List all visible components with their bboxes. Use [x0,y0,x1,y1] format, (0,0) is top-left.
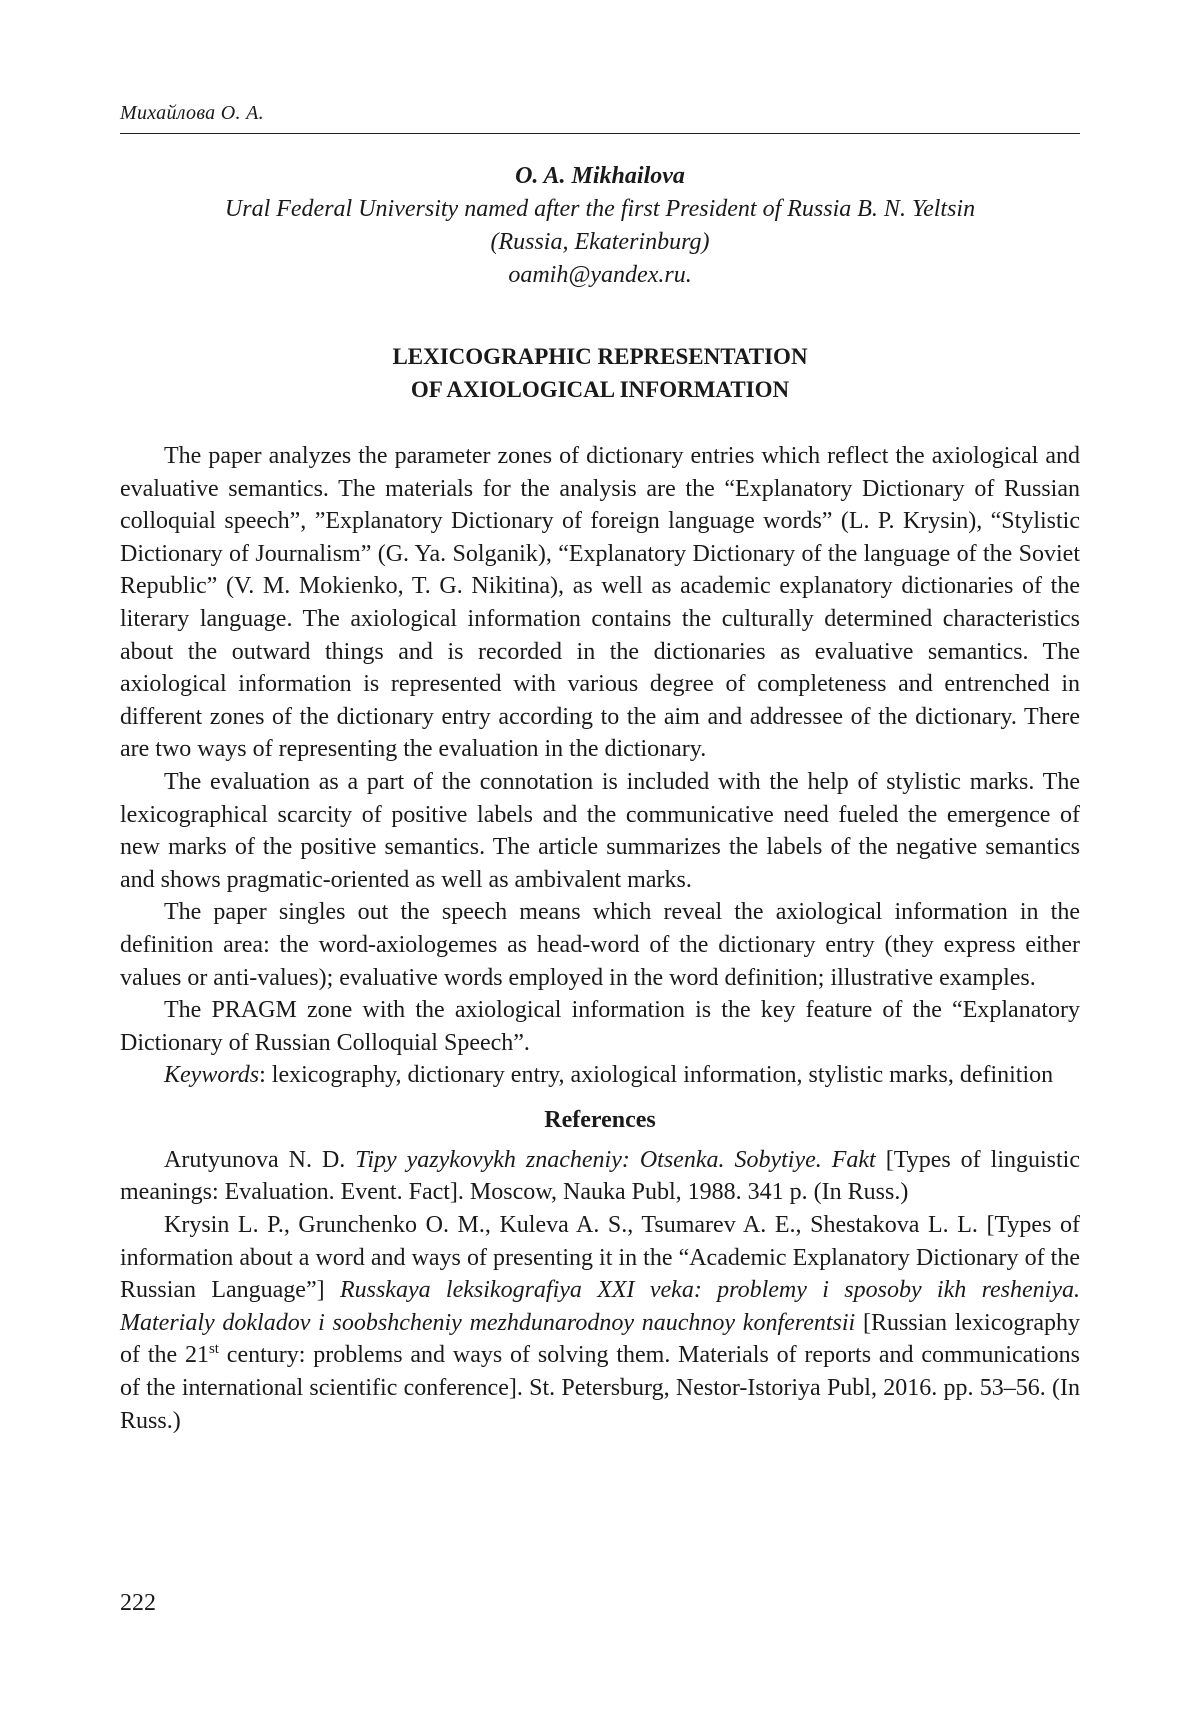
keywords-text: : lexicography, dictionary entry, axiological information, stylistic marks, definition [259,1062,1054,1089]
header-rule [120,133,1080,134]
reference-2 [120,1209,1080,1437]
keywords [120,1059,1080,1092]
reference-1 [120,1144,1080,1209]
ref1-title: Tipy yazykovykh znacheniy: Otsenka. Sobytiye. Fakt [355,1146,876,1173]
running-head: Михайлова О. А. [120,102,264,124]
keywords-label: Keywords [164,1062,260,1089]
ref1-rest: [Types of linguistic meanings: Evaluation. Event. Fact]. Moscow, Nauka Publ, 1988. 341 p. (In Russ.) [120,1146,1081,1206]
abstract-paragraph-2: The evaluation as a part of the connotation is included with the help of stylistic marks. The lexicographical scarcity of positive labels and the communicative need fueled the emergence of new marks of the positive semantics. The article summarizes the labels of the negative semantics and shows pragmatic-oriented as well as ambivalent marks. [120,768,1080,893]
references-heading: References [544,1106,656,1133]
author-name: O. A. Mikhailova [515,163,685,189]
abstract-paragraph-1: The paper analyzes the parameter zones of dictionary entries which reflect the axiological and evaluative semantics. The materials for the analysis are the “Explanatory Dictionary of Russian colloquial speech”, ”Explanatory Dictionary of foreign language words” (L. P. Krysin), “Stylistic Dictionary of Journalism” (G. Ya. Solganik), “Explanatory Dictionary of the language of the Soviet Republic” (V. M. Mokienko, T. G. Nikitina), as well as academic explanatory dictionaries of the literary language. The axiological information contains the culturally determined characteristics about the outward things and is recorded in the dictionaries as evaluative semantics. The axiological information is represented with various degree of completeness and entrenched in different zones of the dictionary entry according to the aim and addressee of the dictionary. There are two ways of representing the evaluation in the dictionary. [120,443,1080,763]
paper-page [120,0,1080,1710]
author-affiliation: Ural Federal University named after the first President of Russia B. N. Yeltsin [224,196,976,222]
abstract-paragraph-3: The paper singles out the speech means which reveal the axiological information in the definition area: the word-axiologemes as head-word of the dictionary entry (they express either values or anti-values); evaluative words employed in the word definition; illustrative examples. [120,899,1080,991]
ref2-superscript: st [208,1341,219,1358]
ref2-translation-start: [Russian lexicography of the 21 [120,1309,1080,1369]
ref2-authors-title: Krysin L. P., Grunchenko O. M., Kuleva A. S., Tsumarev A. E., Shestakova L. L. [Types of information about a word and ways of presenting it in the “Academic Explanatory Dictionary of the Russian Language”] [120,1212,1080,1304]
ref1-authors: Arutyunova N. D. [164,1146,356,1173]
ref2-source: Russkaya leksikografiya XXI veka: problemy i sposoby ikh resheniya. Materialy dokladov i soobshcheniy mezhdunarodnoy nauchnoy konferentsii [120,1277,1080,1336]
abstract-paragraph-4: The PRAGM zone with the axiological information is the key feature of the “Explanatory Dictionary of Russian Colloquial Speech”. [120,997,1080,1056]
abstract [120,440,1080,1437]
title-line-1: LEXICOGRAPHIC REPRESENTATION [392,344,808,369]
author-email: oamih@yandex.ru. [508,262,692,288]
ref2-translation-end: century: problems and ways of solving them. Materials of reports and communications of the international scientific conference]. St. Petersburg, Nestor-Istoriya Publ, 2016. pp. 53–56. (In Russ.) [120,1342,1080,1434]
title-line-2: OF AXIOLOGICAL INFORMATION [410,377,790,402]
author-block [120,160,1080,292]
author-location: (Russia, Ekaterinburg) [490,229,710,255]
page-number: 222 [120,1590,156,1616]
paper-title [120,340,1080,406]
